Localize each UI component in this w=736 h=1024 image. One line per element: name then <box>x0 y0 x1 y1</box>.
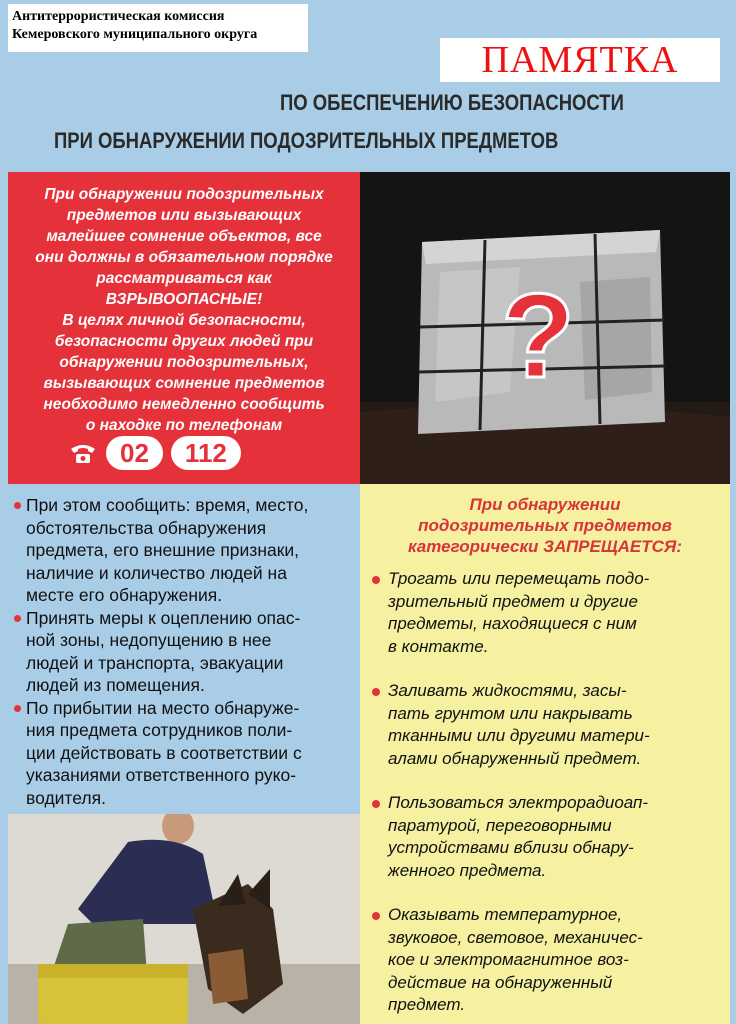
prohibited-line: звуковое, световое, механичес- <box>388 927 643 947</box>
question-mark-icon <box>501 269 574 403</box>
instruction-line: наличие и количество людей на <box>26 562 287 583</box>
svg-text:?: ? <box>501 269 575 403</box>
warning-line: предметов или вызывающих <box>66 207 302 224</box>
instruction-line: Принять меры к оцеплению опас- <box>26 607 301 628</box>
warning-line: В целях личной безопасности, <box>62 312 306 329</box>
prohibited-line: паратурой, переговорными <box>388 815 612 835</box>
instruction-line: месте его обнаружения. <box>26 585 223 605</box>
instructions-block <box>8 484 360 814</box>
instruction-line: указаниями ответственного руко- <box>26 765 297 785</box>
suspicious-package-photo <box>360 172 730 484</box>
org-line-2: Кемеровского муниципального округа <box>12 27 258 42</box>
instruction-line: При этом сообщить: время, место, <box>26 495 309 515</box>
warning-line: При обнаружении подозрительных <box>44 186 324 203</box>
instruction-line: ния предмета сотрудников поли- <box>26 720 293 740</box>
phone-icon <box>68 443 98 463</box>
prohibited-heading <box>370 494 720 557</box>
prohibited-line: женного предмета. <box>388 860 547 880</box>
instruction-line: ции действовать в соответствии с <box>26 742 302 763</box>
prohibited-heading-line: подозрительных предметов <box>418 516 672 535</box>
prohibited-line: кое и электромагнитное воз- <box>388 950 629 969</box>
prohibited-line: в контакте. <box>388 636 489 656</box>
subtitle-line-2: ПРИ ОБНАРУЖЕНИИ ПОДОЗРИТЕЛЬНЫХ ПРЕДМЕТОВ <box>54 128 559 153</box>
prohibited-line: предметы, находящиеся с ним <box>388 614 637 633</box>
instruction-line: людей из помещения. <box>26 675 205 695</box>
org-line-1: Антитеррористическая комиссия <box>12 9 225 24</box>
warning-line: о находке по телефонам <box>85 417 283 434</box>
organization-header <box>8 4 308 52</box>
prohibited-line: устройствами вблизи обнару- <box>388 838 634 857</box>
prohibited-line: Оказывать температурное, <box>388 905 623 924</box>
warning-line: ВЗРЫВООПАСНЫЕ! <box>105 291 263 308</box>
phone-number-02: 02 <box>106 436 163 470</box>
warning-line: они должны в обязательном порядке <box>35 249 333 266</box>
prohibited-line: Заливать жидкостями, засы- <box>388 681 627 700</box>
phone-number-112: 112 <box>171 436 241 470</box>
prohibited-line: Трогать или перемещать подо- <box>388 569 650 588</box>
prohibited-block <box>360 484 730 1024</box>
instruction-item <box>14 607 354 697</box>
prohibited-line: пать грунтом или накрывать <box>388 703 633 723</box>
prohibited-heading-line: категорически ЗАПРЕЩАЕТСЯ: <box>407 537 682 556</box>
prohibited-heading-line: При обнаружении <box>469 495 621 514</box>
prohibited-item <box>372 904 722 1017</box>
prohibited-item <box>372 568 722 658</box>
subtitle-line-1: ПО ОБЕСПЕЧЕНИЮ БЕЗОПАСНОСТИ <box>280 90 624 115</box>
instruction-line: обстоятельства обнаружения <box>26 517 267 538</box>
prohibited-line: алами обнаруженный предмет. <box>388 748 642 768</box>
prohibited-line: предмет. <box>388 995 466 1014</box>
instruction-line: предмета, его внешние признаки, <box>26 540 300 560</box>
prohibited-item <box>372 792 722 882</box>
instruction-item <box>14 697 354 810</box>
warning-line: вызывающих сомнение предметов <box>43 375 325 392</box>
prohibited-item <box>372 680 722 770</box>
instruction-line: людей и транспорта, эвакуации <box>26 652 284 673</box>
instruction-line: По прибытии на место обнаруже- <box>26 697 300 718</box>
warning-line: безопасности других людей при <box>54 333 314 350</box>
warning-line: малейшее сомнение объектов, все <box>46 228 322 245</box>
prohibited-line: зрительный предмет и другие <box>388 591 638 611</box>
prohibited-line: действие на обнаруженный <box>388 972 613 992</box>
warning-line: рассматриваться как <box>96 270 272 287</box>
warning-line: необходимо немедленно сообщить <box>43 396 325 413</box>
dog-handler-photo <box>8 814 360 1024</box>
warning-line: обнаружении подозрительных, <box>59 354 309 371</box>
instruction-line: ной зоны, недопущению в нее <box>26 630 272 650</box>
prohibited-line: Пользоваться электрорадиоап- <box>388 793 649 812</box>
instruction-line: водителя. <box>26 787 106 808</box>
prohibited-line: тканными или другими матери- <box>388 726 650 745</box>
page-title: ПАМЯТКА <box>440 38 720 82</box>
phone-numbers <box>68 436 241 470</box>
warning-block <box>8 172 360 484</box>
instruction-item <box>14 494 354 607</box>
